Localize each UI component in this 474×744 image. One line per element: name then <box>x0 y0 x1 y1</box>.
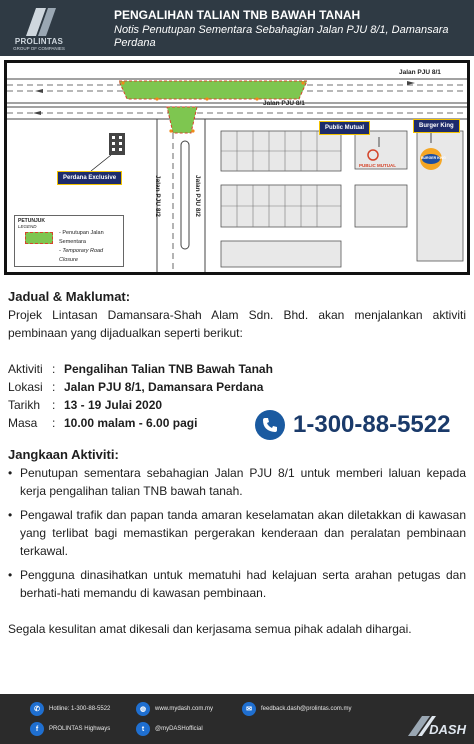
footer-website-text: www.mydash.com.my <box>155 706 214 712</box>
schedule-title: Jadual & Maklumat: <box>8 289 131 304</box>
closing-paragraph: Segala kesulitan amat dikesali dan kerjasama semua pihak adalah dihargai. <box>8 622 412 636</box>
email-icon: ✉ <box>242 702 256 716</box>
intro-paragraph: Projek Lintasan Damansara-Shah Alam Sdn. Bhd. akan menjalankan aktiviti pembinaan yang dijadualkan seperti berikut: <box>8 308 466 340</box>
brand-sub: GROUP OF COMPANIES <box>13 46 65 51</box>
twitter-icon: t <box>136 722 150 736</box>
footer-website[interactable] <box>136 702 213 716</box>
detail-row-activity <box>8 360 466 378</box>
detail-key: Aktiviti <box>8 362 43 376</box>
detail-value: Jalan PJU 8/1, Damansara Perdana <box>64 380 264 394</box>
legend-swatch <box>25 232 53 244</box>
brand-name: PROLINTAS <box>14 37 64 46</box>
list-item: • Penutupan sementara sebahagian Jalan PJU 8/1 untuk memberi laluan kepada kerja pengalihan talian TNB bawah tanah. <box>8 464 466 500</box>
legend-label: LEGEND <box>18 224 37 229</box>
phone-hotline[interactable] <box>255 410 450 440</box>
scope-title: Jangkaan Aktiviti: <box>8 447 119 462</box>
detail-key: Masa <box>8 416 38 430</box>
public-mutual-sign: PUBLIC MUTUAL <box>359 163 396 168</box>
header <box>0 0 474 56</box>
dash-wordmark: DASH <box>429 722 466 737</box>
footer-twitter-text: @myDASHofficial <box>155 726 203 732</box>
legend-title: PETUNJUK <box>18 218 45 224</box>
notice-content <box>8 288 466 638</box>
tag-burger-king: Burger King <box>413 119 460 133</box>
detail-value: Pengalihan Talian TNB Bawah Tanah <box>64 362 273 376</box>
list-item: • Pengguna dinasihatkan untuk mematuhi had kelajuan serta arahan petugas dan berhati-hati memandu di kawasan pembinaan. <box>8 566 466 602</box>
side-road-label-left: Jalan PJU 8/2 <box>154 175 161 217</box>
footer-twitter[interactable] <box>136 722 203 736</box>
page-subtitle: Notis Penutupan Sementara Sebahagian Jalan PJU 8/1, Damansara Perdana <box>114 24 449 49</box>
phone-icon: ✆ <box>30 702 44 716</box>
legend-item-ms: - Penutupan Jalan Sementara <box>59 230 104 245</box>
detail-sep: : <box>52 362 56 376</box>
map-canvas <box>7 63 467 272</box>
facebook-icon: f <box>30 722 44 736</box>
footer-hotline-text: Hotline: 1-300-88-5522 <box>49 706 111 712</box>
building-icon <box>109 133 125 155</box>
detail-row-location <box>8 378 466 396</box>
footer-email[interactable] <box>242 702 351 716</box>
tag-public-mutual: Public Mutual <box>319 121 370 135</box>
road-label-top: Jalan PJU 8/1 <box>399 69 441 76</box>
burger-king-sign: BURGER KING <box>421 156 446 160</box>
footer-facebook[interactable] <box>30 722 110 736</box>
detail-key: Tarikh <box>8 398 41 412</box>
list-item: • Pengawal trafik dan papan tanda amaran keselamatan akan diletakkan di kawasan yang terlibat bagi memastikan pergerakan kenderaan dan peralatan pembinaan terkawal. <box>8 506 466 560</box>
footer-email-text: feedback.dash@prolintas.com.my <box>261 706 352 712</box>
footer-hotline[interactable] <box>30 702 110 716</box>
globe-icon: ◍ <box>136 702 150 716</box>
location-map <box>4 60 470 275</box>
side-road-label-right: Jalan PJU 8/2 <box>194 175 201 217</box>
dash-logo <box>408 712 466 740</box>
phone-icon <box>255 410 285 440</box>
detail-key: Lokasi <box>8 380 43 394</box>
road-label-mid: Jalan PJU 8/1 <box>263 100 305 107</box>
scope-list <box>8 464 466 602</box>
tag-perdana-exclusive: Perdana Exclusive <box>57 171 122 185</box>
detail-value: 13 - 19 Julai 2020 <box>64 398 163 412</box>
map-legend <box>14 215 124 267</box>
detail-value: 10.00 malam - 6.00 pagi <box>64 416 198 430</box>
detail-sep: : <box>52 380 56 394</box>
phone-number: 1-300-88-5522 <box>293 411 451 438</box>
prolintas-mark-icon <box>24 6 58 36</box>
page-title: PENGALIHAN TALIAN TNB BAWAH TANAH <box>114 8 361 22</box>
prolintas-logo <box>6 6 72 52</box>
detail-sep: : <box>52 416 56 430</box>
footer <box>0 694 474 744</box>
detail-sep: : <box>52 398 56 412</box>
footer-facebook-text: PROLINTAS Highways <box>49 726 111 732</box>
legend-item-en: - Temporary Road Closure <box>59 248 104 263</box>
